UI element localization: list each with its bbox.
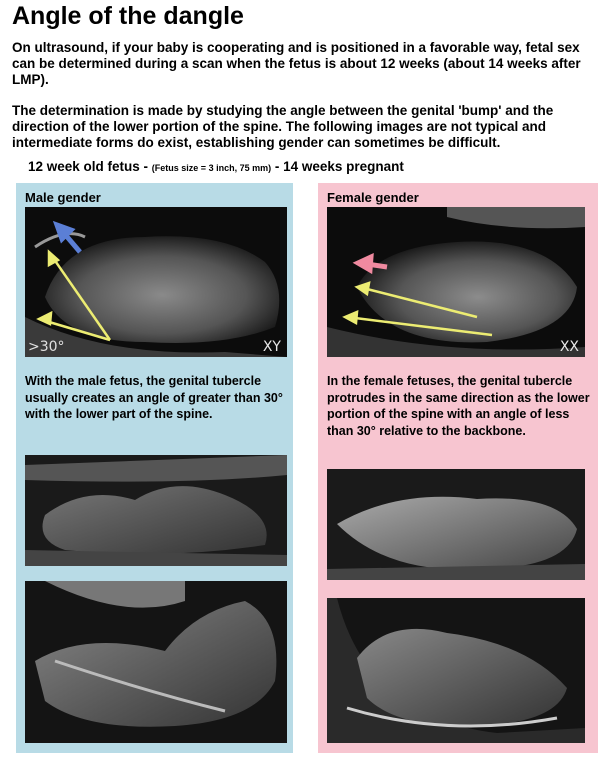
- male-heading: Male gender: [25, 190, 101, 205]
- caption-separator: -: [139, 159, 152, 174]
- image-caption: [28, 159, 404, 174]
- caption-size: (Fetus size = 3 inch, 75 mm): [151, 163, 272, 173]
- female-ultrasound-3: [327, 598, 585, 743]
- male-ultrasound-annotated: [25, 207, 287, 357]
- male-description: With the male fetus, the genital tubercle usually creates an angle of greater than 30° with the lower part of the spine.: [25, 374, 283, 421]
- karyotype-label: XY: [262, 339, 281, 355]
- male-panel: [16, 183, 293, 753]
- caption-separator: -: [271, 159, 284, 174]
- caption-age: 12 week old fetus: [28, 159, 140, 174]
- female-ultrasound-annotated: [327, 207, 585, 357]
- karyotype-label: XX: [559, 339, 579, 355]
- male-ultrasound-3: [25, 581, 287, 743]
- female-heading: Female gender: [327, 190, 419, 205]
- female-ultrasound-2: [327, 469, 585, 580]
- angle-label: >30°: [28, 339, 65, 355]
- intro-paragraph: On ultrasound, if your baby is cooperating and is positioned in a favorable way, fetal sex can be determined during a scan when the fetus is about 12 weeks (about 14 weeks after LMP).: [12, 40, 581, 87]
- male-ultrasound-2: [25, 455, 287, 566]
- caption-pregnancy: 14 weeks pregnant: [283, 159, 404, 174]
- method-paragraph: The determination is made by studying the angle between the genital 'bump' and the direction of the lower portion of the spine. The following images are not typical and intermediate forms do exist, establishing gender can sometimes be difficult.: [12, 103, 554, 150]
- female-description: In the female fetuses, the genital tubercle protrudes in the same direction as the lower portion of the spine with an angle of less than 30° relative to the backbone.: [327, 374, 590, 438]
- page-title: Angle of the dangle: [12, 2, 244, 30]
- female-panel: [318, 183, 598, 753]
